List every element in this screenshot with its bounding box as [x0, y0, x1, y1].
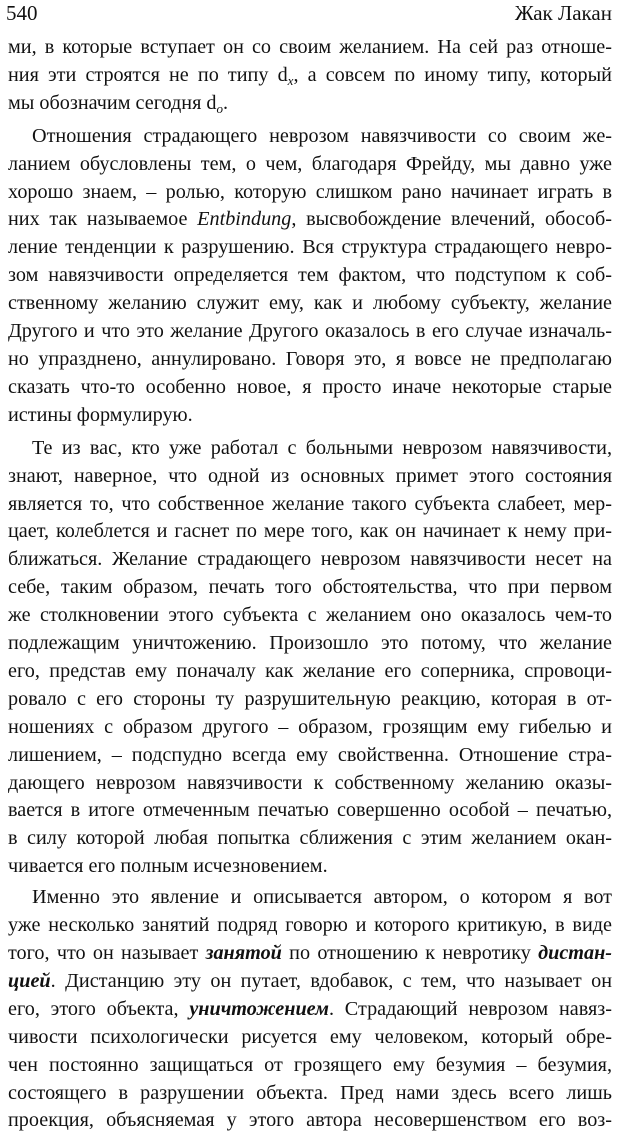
text-line: сказать что-то особенно новое, я просто иначе некоторые старые: [8, 375, 612, 398]
text-line: лишением, – подспудно всегда ему свойственна. Отношение стра-: [8, 743, 612, 766]
text-line: проекция, объясняемая у этого автора несовершенством его воз-: [8, 1109, 612, 1132]
text-line: ми, в которые вступает он со своим желанием. На сей раз отноше-: [8, 36, 612, 58]
text-line: зом навязчивости определяется тем фактом, что подступом к соб-: [8, 264, 612, 287]
text-line: дающего неврозом навязчивости к собственному желанию оказы-: [8, 771, 612, 794]
text-span: его, этого объекта,: [8, 997, 190, 1020]
text-line: уже несколько занятий подряд говорю и которого критикую, в виде: [8, 914, 612, 937]
text-line: ственному желанию служит ему, как и любому субъекту, желание: [8, 292, 612, 315]
body-text: [8, 34, 612, 1140]
page-number: 540: [6, 1, 38, 25]
paragraph-1: [8, 34, 612, 118]
text-line: ление тенденции к разрушению. Вся структура страдающего невро-: [8, 236, 612, 259]
italic-term: Entbindung: [197, 208, 292, 231]
text-line: истины формулирую.: [8, 403, 193, 426]
text-span: них так называемое: [8, 208, 198, 231]
subscript: o: [216, 100, 224, 116]
text-line: ближаться. Желание страдающего неврозом навязчивости несет на: [8, 548, 612, 571]
text-line: ровало с его стороны ту разрушительную реакцию, которая в от-: [8, 687, 612, 710]
text-span: того, что он называет: [8, 942, 206, 964]
text-line: [8, 940, 612, 968]
text-span: , а совсем по иному типу, который: [293, 63, 612, 86]
text-line: чивается его полным исчезновением.: [8, 855, 328, 878]
paragraph-4: [8, 884, 612, 1135]
page-header: [6, 0, 612, 26]
text-span: мы обозначим сегодня d: [8, 91, 217, 114]
text-line: же столкновении этого субъекта с желанием оно оказалось чем-то: [8, 604, 612, 627]
text-line: в силу которой любая попытка сближения с этим желанием окан-: [8, 827, 612, 850]
text-line: вается в итоге отмеченным печатью совершенно особой – печатью,: [8, 799, 612, 822]
text-line: знают, наверное, что одной из основных примет этого состояния: [8, 464, 612, 487]
text-line: Другого и что это желание Другого оказалось в его случае изначаль-: [8, 320, 612, 343]
text-line: Те из вас, кто уже работал с больными неврозом навязчивости,: [32, 436, 612, 459]
italic-term: уничтожением: [189, 997, 329, 1020]
text-line: Отношения страдающего неврозом навязчивости со своим же-: [32, 124, 612, 147]
text-line: чен постоянно защищаться от грозящего ему безумия – безумия,: [8, 1053, 612, 1076]
text-line: состоящего в разрушении объекта. Пред нами здесь всего лишь: [8, 1081, 612, 1104]
text-span: . Дистанцию эту он путает, вдобавок, с тем, что называет он: [50, 969, 612, 992]
text-line: но упразднено, аннулировано. Говоря это, я вовсе не предполагаю: [8, 347, 612, 370]
italic-term: дистан-: [538, 942, 613, 964]
paragraph-3: [8, 435, 612, 882]
text-span: , высвобождение влечений, обособ-: [291, 208, 612, 231]
text-line: ланием обусловлены тем, о чем, благодаря Фрейду, мы давно уже: [8, 152, 612, 175]
running-head-author: Жак Лакан: [514, 1, 612, 25]
text-line: [8, 62, 612, 90]
text-line: ношениях с образом другого – образом, грозящим ему гибелью и: [8, 715, 612, 738]
subscript: x: [287, 72, 294, 88]
text-line: Именно это явление и описывается автором, о котором я вот: [32, 886, 612, 909]
text-span: ния эти строятся не по типу d: [8, 63, 288, 86]
text-line: является то, что собственное желание такого субъекта слабеет, мер-: [8, 492, 612, 515]
text-line: подлежащим уничтожению. Произошло это потому, что желание: [8, 632, 612, 655]
italic-term: занятой: [205, 942, 282, 964]
text-line: [8, 996, 612, 1024]
text-line: [8, 90, 612, 118]
text-line: [8, 968, 612, 996]
text-span: .: [223, 91, 229, 114]
text-line: его, представ ему поначалу как желание его соперника, спровоци-: [8, 659, 612, 682]
text-line: [8, 206, 612, 234]
text-span: . Страдающий неврозом навяз-: [328, 997, 612, 1020]
text-span: по отношению к невротику: [281, 942, 539, 964]
text-line: хорошо знаем, – ролью, которую слишком рано начинает играть в: [8, 180, 612, 203]
paragraph-2: [8, 123, 612, 430]
text-line: чивости психологически рисуется ему человеком, который обре-: [8, 1025, 612, 1048]
italic-term: цией: [8, 969, 51, 992]
text-line: себе, таким образом, печать того обстоятельства, что при первом: [8, 576, 612, 599]
text-line: цает, колеблется и гаснет по мере того, как он начинает к нему при-: [8, 520, 612, 543]
